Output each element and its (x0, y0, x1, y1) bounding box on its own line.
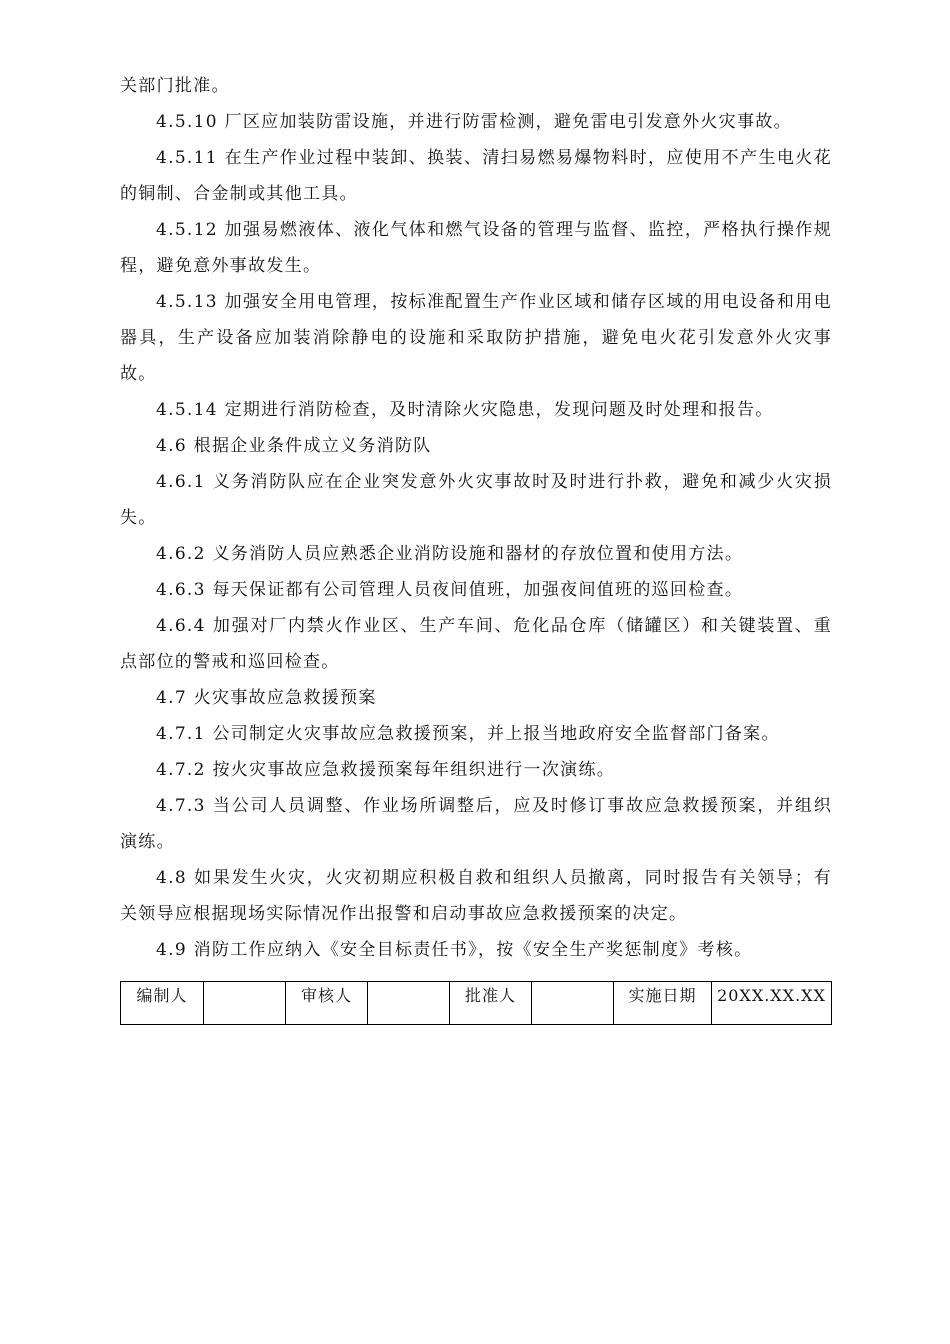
paragraph: 4.6.3 每天保证都有公司管理人员夜间值班，加强夜间值班的巡回检查。 (156, 580, 744, 600)
effective-date-label-cell (614, 982, 712, 1025)
paragraph: 4.7.1 公司制定火灾事故应急救援预案，并上报当地政府安全监督部门备案。 (156, 724, 780, 744)
paragraph: 4.7.2 按火灾事故应急救援预案每年组织进行一次演练。 (156, 760, 616, 780)
paragraph: 4.8 如果发生火灾，火灾初期应积极自救和组织人员撤离，同时报告有关领导；有关领导应根据现场实际情况作出报警和启动事故应急救援预案的决定。 (120, 868, 832, 924)
paragraph: 4.6 根据企业条件成立义务消防队 (156, 436, 432, 456)
paragraph: 4.6.1 义务消防队应在企业突发意外火灾事故时及时进行扑救，避免和减少火灾损失。 (120, 472, 832, 528)
reviewer-value-cell (368, 982, 450, 1025)
paragraph: 4.7.3 当公司人员调整、作业场所调整后，应及时修订事故应急救援预案，并组织演练。 (120, 796, 832, 852)
approver-label-cell (450, 982, 532, 1025)
signature-table (120, 981, 832, 1025)
compiler-label: 编制人 (136, 986, 188, 1005)
paragraph: 4.7 火灾事故应急救援预案 (156, 688, 377, 708)
effective-date-label: 实施日期 (628, 986, 697, 1005)
compiler-value-cell (204, 982, 286, 1025)
effective-date-value: 20XX.XX.XX (717, 986, 826, 1005)
paragraph: 4.6.4 加强对厂内禁火作业区、生产车间、危化品仓库（储罐区）和关键装置、重点部位的警戒和巡回检查。 (120, 616, 832, 672)
paragraph: 4.5.13 加强安全用电管理，按标准配置生产作业区域和储存区域的用电设备和用电器具，生产设备应加装消除静电的设施和采取防护措施，避免电火花引发意外火灾事故。 (120, 292, 832, 384)
signature-row (121, 982, 832, 1025)
paragraph: 4.9 消防工作应纳入《安全目标责任书》，按《安全生产奖惩制度》考核。 (156, 940, 753, 960)
effective-date-value-cell (712, 982, 832, 1025)
paragraph: 4.5.14 定期进行消防检查，及时清除火灾隐患，发现问题及时处理和报告。 (156, 400, 774, 420)
paragraph: 4.5.11 在生产作业过程中装卸、换装、清扫易燃易爆物料时，应使用不产生电火花的铜制、合金制或其他工具。 (120, 148, 832, 204)
paragraph: 4.5.10 厂区应加装防雷设施，并进行防雷检测，避免雷电引发意外火灾事故。 (156, 112, 792, 132)
document-body (120, 68, 832, 968)
paragraph: 4.5.12 加强易燃液体、液化气体和燃气设备的管理与监督、监控，严格执行操作规程，避免意外事故发生。 (120, 220, 832, 276)
approver-label: 批准人 (464, 986, 516, 1005)
compiler-label-cell (121, 982, 204, 1025)
paragraph: 关部门批准。 (120, 76, 230, 96)
approver-value-cell (532, 982, 614, 1025)
reviewer-label: 审核人 (300, 986, 352, 1005)
reviewer-label-cell (286, 982, 368, 1025)
paragraph: 4.6.2 义务消防人员应熟悉企业消防设施和器材的存放位置和使用方法。 (156, 544, 744, 564)
